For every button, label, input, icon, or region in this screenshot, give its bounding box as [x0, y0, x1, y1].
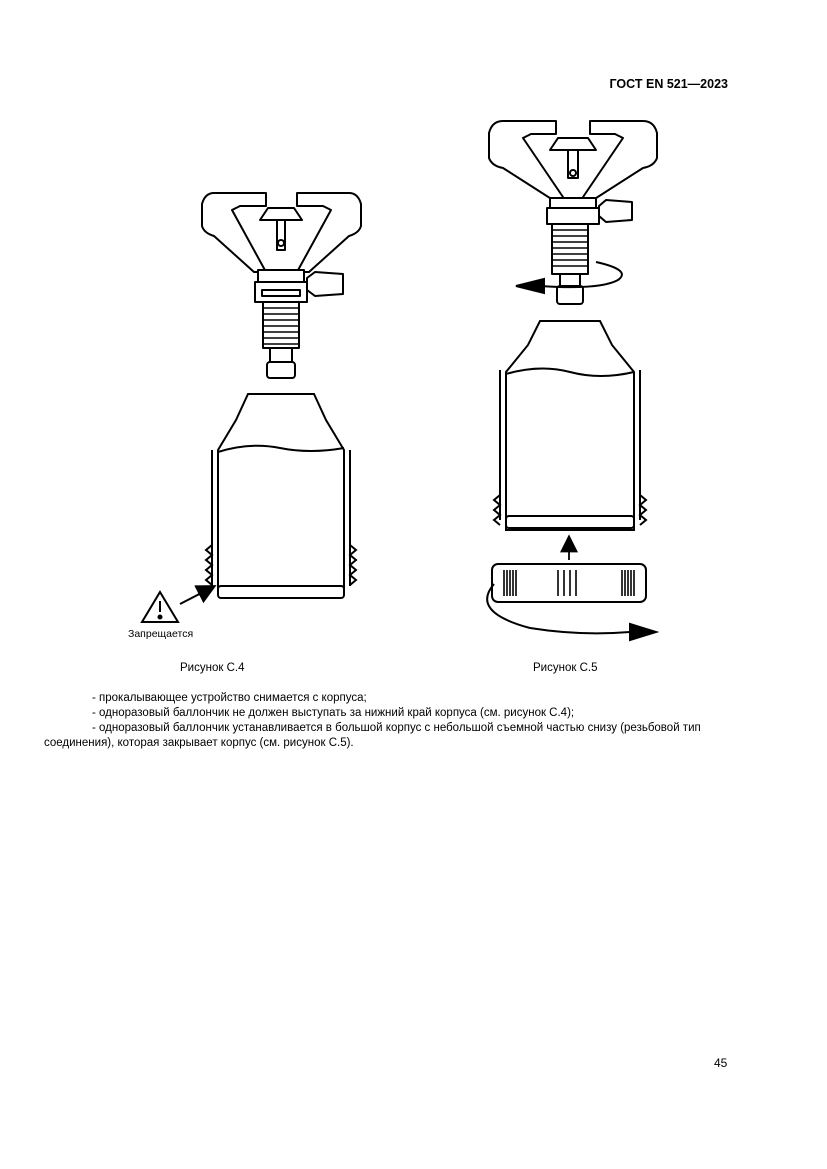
figure-c4-warning: [142, 587, 213, 622]
figure-c5-piercing-unit: [489, 121, 657, 304]
figure-caption-c4: Рисунок С.4: [180, 662, 245, 674]
figure-c4-piercing-unit: [202, 193, 361, 378]
figure-caption-c5: Рисунок С.5: [533, 662, 598, 674]
paragraph: - одноразовый баллончик не должен выступать за нижний край корпуса (см. рисунок С.4);: [92, 707, 575, 719]
warning-label: Запрещается: [128, 628, 194, 640]
page-number: 45: [714, 1056, 728, 1070]
paragraph: - одноразовый баллончик устанавливается в большой корпус с небольшой съемной частью снизу (резьбовой тип соединения), которая закрывает корпус (см. рисунок С.5).: [44, 722, 701, 749]
paragraph: - прокалывающее устройство снимается с корпуса;: [92, 692, 367, 704]
document-header: ГОСТ EN 521—2023: [609, 77, 728, 91]
figure-c5-bottom-cap: [492, 564, 646, 602]
figure-c4-canister: [206, 394, 356, 598]
figure-c5-canister: [494, 321, 646, 530]
body-text: [44, 691, 734, 751]
